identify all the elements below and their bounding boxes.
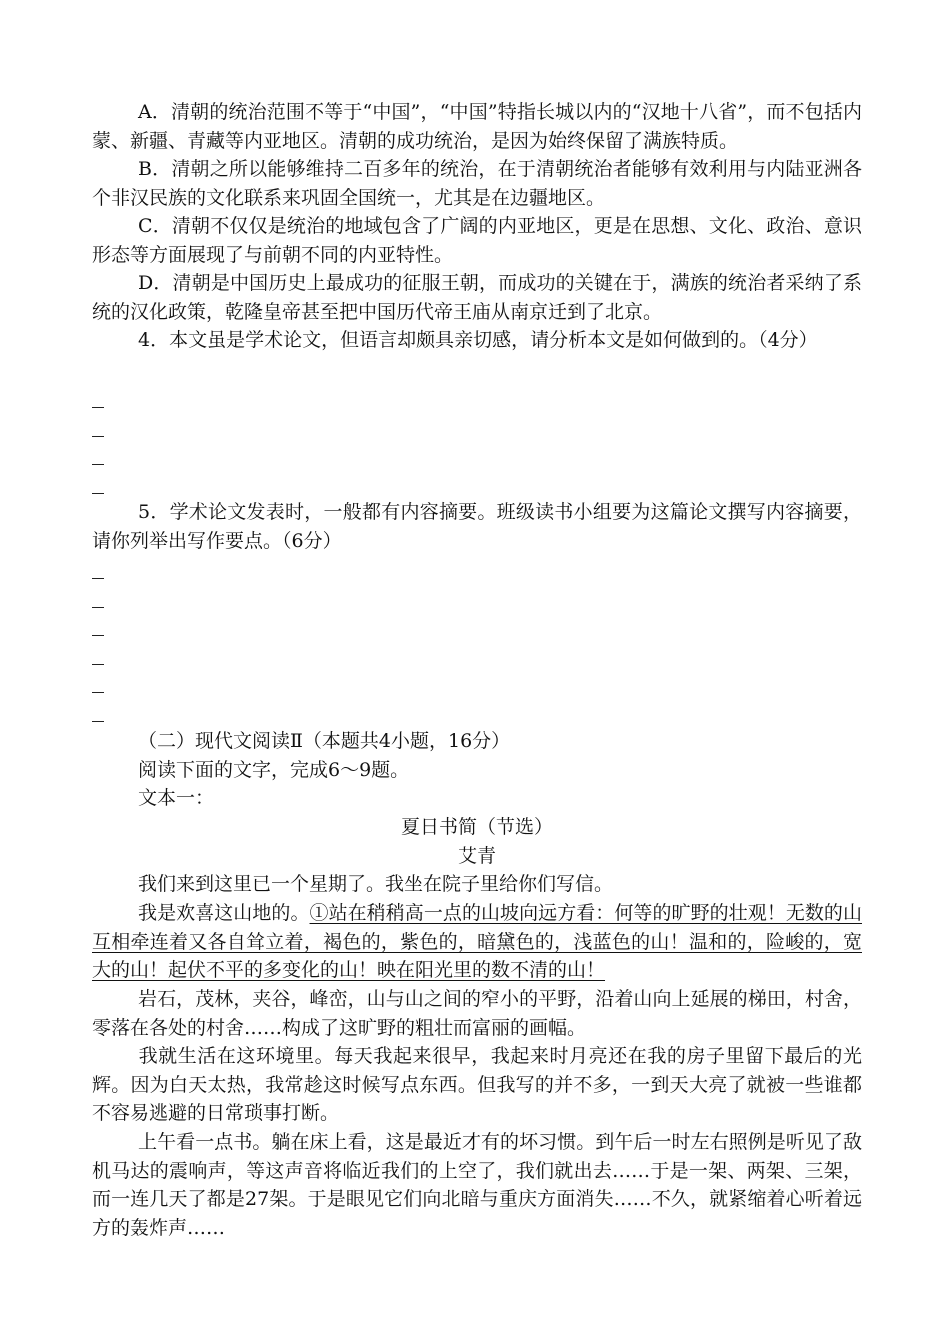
answer-line[interactable] (92, 436, 104, 437)
article-paragraph: 岩石，茂林，夹谷，峰峦，山与山之间的窄小的平野，沿着山向上延展的梯田，村舍，零落在各处的村舍……构成了这旷野的粗壮而富丽的画幅。 (92, 988, 862, 1039)
instruction: 阅读下面的文字，完成6～9题。 (138, 759, 410, 781)
article-paragraph: 我是欢喜这山地的。①站在稍稍高一点的山坡向远方看：何等的旷野的壮观！无数的山互相牵连着又各自耸立着，褐色的，紫色的，暗黛色的，浅蓝色的山！温和的，险峻的，宽大的山！起伏不平的多变化的山！映在阳光里的数不清的山！ (92, 902, 862, 981)
answer-line[interactable] (92, 692, 104, 693)
answer-line[interactable] (92, 635, 104, 636)
section-heading: （二）现代文阅读Ⅱ（本题共4小题，16分） (138, 730, 511, 752)
question-5: 5．学术论文发表时，一般都有内容摘要。班级读书小组要为这篇论文撰写内容摘要，请你列举出写作要点。（6分） (92, 501, 862, 552)
option-b: B．清朝之所以能够维持二百多年的统治，在于清朝统治者能够有效利用与内陆亚洲各个非汉民族的文化联系来巩固全国统一，尤其是在边疆地区。 (92, 158, 862, 209)
option-a: A．清朝的统治范围不等于“中国”，“中国”特指长城以内的“汉地十八省”，而不包括内蒙、新疆、青藏等内亚地区。清朝的成功统治，是因为始终保留了满族特质。 (92, 101, 862, 152)
option-c: C．清朝不仅仅是统治的地域包含了广阔的内亚地区，更是在思想、文化、政治、意识形态等方面展现了与前朝不同的内亚特性。 (92, 215, 862, 266)
article-paragraph: 我们来到这里已一个星期了。我坐在院子里给你们写信。 (138, 873, 614, 895)
answer-line[interactable] (92, 721, 104, 722)
answer-line[interactable] (92, 407, 104, 408)
option-d: D．清朝是中国历史上最成功的征服王朝，而成功的关键在于，满族的统治者采纳了系统的汉化政策，乾隆皇帝甚至把中国历代帝王庙从南京迁到了北京。 (92, 272, 862, 323)
answer-line[interactable] (92, 464, 104, 465)
answer-line[interactable] (92, 493, 104, 494)
article-paragraph: 我就生活在这环境里。每天我起来很早，我起来时月亮还在我的房子里留下最后的光辉。因为白天太热，我常趁这时候写点东西。但我写的并不多，一到天大亮了就被一些谁都不容易逃避的日常琐事打断。 (92, 1045, 862, 1124)
answer-line[interactable] (92, 664, 104, 665)
question-4: 4．本文虽是学术论文，但语言却颇具亲切感，请分析本文是如何做到的。（4分） (138, 329, 818, 351)
article-title: 夏日书简（节选） (400, 816, 553, 838)
article-paragraph: 上午看一点书。躺在床上看，这是最近才有的坏习惯。到午后一时左右照例是听见了敌机马达的震响声，等这声音将临近我们的上空了，我们就出去……于是一架、两架、三架，而一连几天了都是27架。于是眼见它们向北暗与重庆方面消失……不久，就紧缩着心听着远方的轰炸声…… (92, 1131, 862, 1239)
answer-line[interactable] (92, 607, 104, 608)
underlined-sentence: ①站在稍稍高一点的山坡向远方看：何等的旷野的壮观！无数的山互相牵连着又各自耸立着，褐色的，紫色的，暗黛色的，浅蓝色的山！温和的，险峻的，宽大的山！起伏不平的多变化的山！映在阳光里的数不清的山！ (92, 902, 862, 981)
text-label: 文本一： (138, 787, 215, 809)
answer-line[interactable] (92, 578, 104, 579)
article-author: 艾青 (457, 845, 496, 867)
